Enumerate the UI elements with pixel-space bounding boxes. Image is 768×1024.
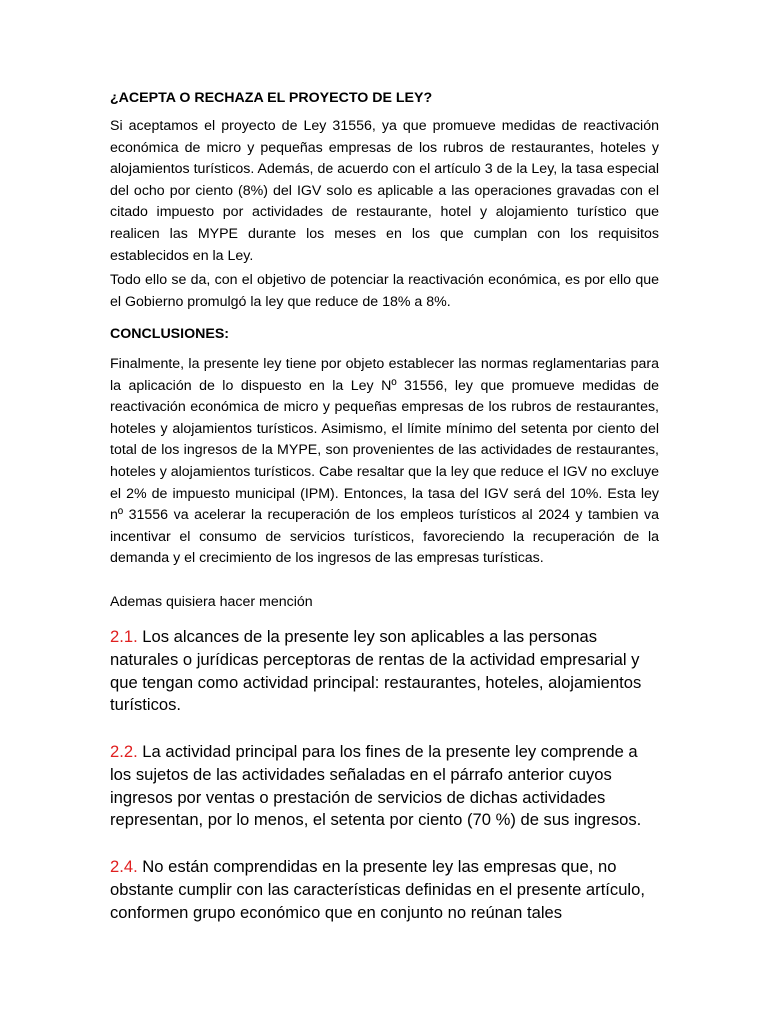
article-number: 2.2. (110, 742, 138, 761)
article-number: 2.4. (110, 857, 138, 876)
mention-line: Ademas quisiera hacer mención (110, 594, 313, 610)
conclusions-heading: CONCLUSIONES: (110, 326, 230, 342)
article-text: La actividad principal para los fines de la presente ley comprende a los sujetos de las actividades señaladas en el párrafo anterior cuyos ingresos por ventas o prestación de servicios de dichas actividades representan, por lo menos, el setenta por ciento (70 %) de sus ingresos. (110, 742, 642, 830)
conclusions-paragraph: Finalmente, la presente ley tiene por objeto establecer las normas reglamentarias para la aplicación de lo dispuesto en la Ley Nº 31556, ley que promueve medidas de reactivación económica de micro y pequeñas empresas de los rubros de restaurantes, hoteles y alojamientos turísticos. Asimismo, el límite mínimo del setenta por ciento del total de los ingresos de la MYPE, son provenientes de las actividades de restaurantes, hoteles y alojamientos turísticos. Cabe resaltar que la ley que reduce el IGV no excluye el 2% de impuesto municipal (IPM). Entonces, la tasa del IGV será del 10%. Esta ley nº 31556 va acelerar la recuperación de los empleos turísticos al 2024 y tambien va incentivar el consumo de servicios turísticos, favoreciendo la recuperación de la demanda y el crecimiento de los ingresos de las empresas turísticas. (110, 356, 659, 567)
question-heading: ¿ACEPTA O RECHAZA EL PROYECTO DE LEY? (110, 90, 433, 106)
article-number: 2.1. (110, 627, 138, 646)
article-2-4 (110, 856, 659, 924)
answer-paragraph: Si aceptamos el proyecto de Ley 31556, ya que promueve medidas de reactivación económica de micro y pequeñas empresas de los rubros de restaurantes, hoteles y alojamientos turísticos. Además, de acuerdo con el artículo 3 de la Ley, la tasa especial del ocho por ciento (8%) del IGV solo es aplicable a las operaciones gravadas con el citado impuesto por actividades de restaurante, hotel y alojamiento turístico que realicen las MYPE durante los meses en los que cumplan con los requisitos establecidos en la Ley. (110, 118, 659, 264)
article-2-2 (110, 741, 659, 832)
article-2-1 (110, 626, 659, 717)
objective-paragraph: Todo ello se da, con el objetivo de potenciar la reactivación económica, es por ello que el Gobierno promulgó la ley que reduce de 18% a 8%. (110, 272, 659, 310)
article-text: Los alcances de la presente ley son aplicables a las personas naturales o jurídicas perceptoras de rentas de la actividad empresarial y que tengan como actividad principal: restaurantes, hoteles, alojamientos turísticos. (110, 627, 642, 715)
article-text: No están comprendidas en la presente ley las empresas que, no obstante cumplir con las características definidas en el presente artículo, conformen grupo económico que en conjunto no reúnan tales (110, 857, 645, 922)
